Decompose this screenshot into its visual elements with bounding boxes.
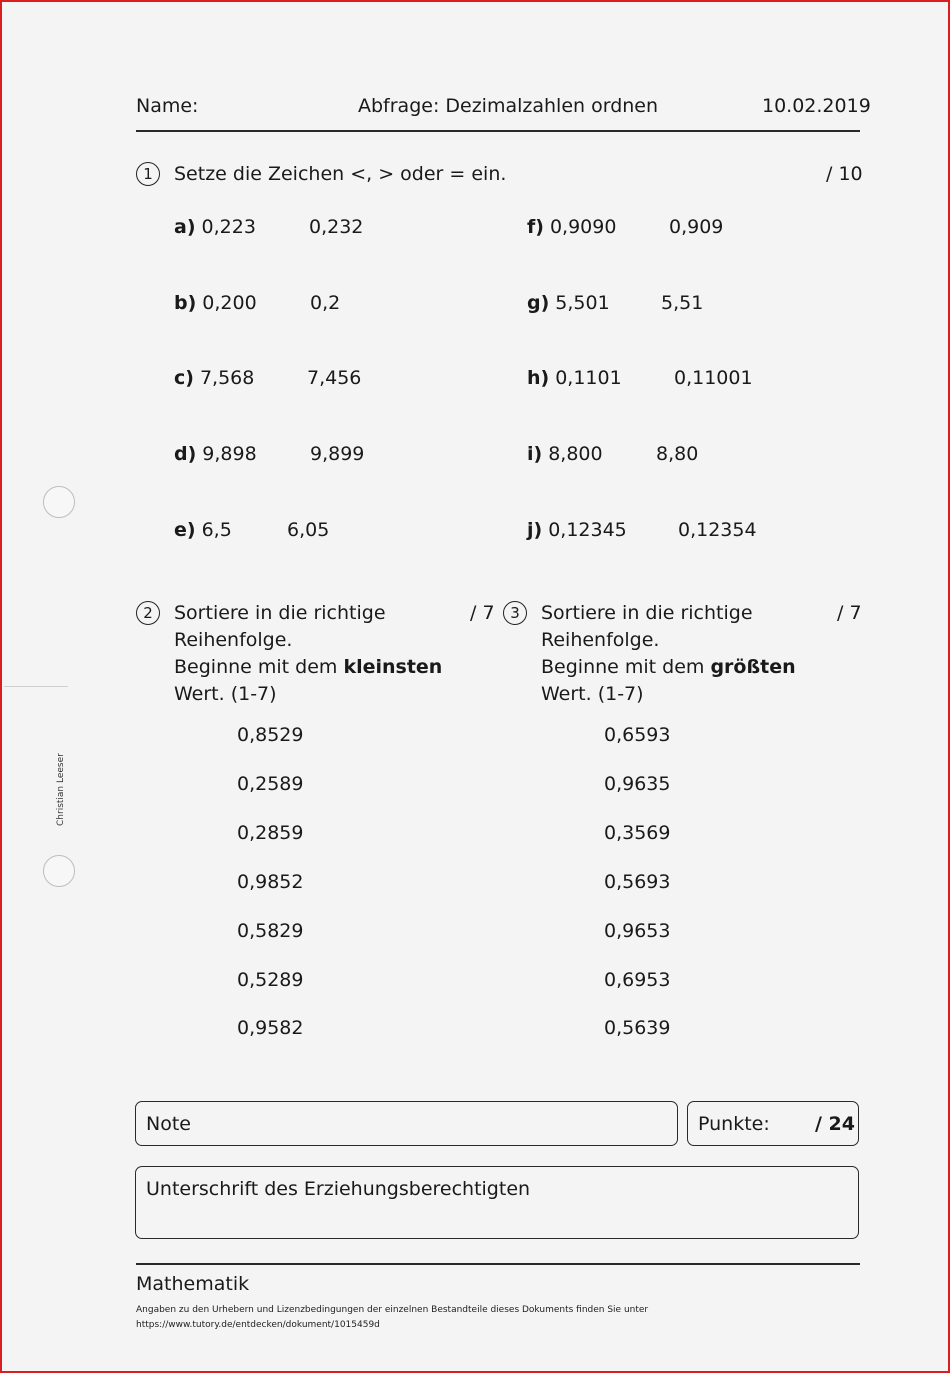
task-3-value: 0,6953: [604, 968, 671, 991]
task-2-value: 0,2589: [237, 772, 304, 795]
task-2-keyword: kleinsten: [343, 656, 443, 678]
item-letter: b): [174, 292, 197, 314]
header-rule: [136, 130, 860, 132]
item-value-b: 0,2: [310, 292, 341, 314]
footer-rule: [136, 1263, 860, 1265]
points-label: Punkte:: [698, 1113, 770, 1135]
task-1-item-left-1: [174, 292, 257, 314]
item-letter: g): [527, 292, 550, 314]
task-2-value: 0,5289: [237, 968, 304, 991]
punch-hole-top: [43, 486, 75, 518]
item-value-b: 9,899: [310, 443, 365, 465]
task-1-item-right-0: [527, 216, 616, 238]
task-1-item-left-2: [174, 367, 254, 389]
task-2-value: 0,5829: [237, 919, 304, 942]
item-value-b: 0,909: [669, 216, 724, 238]
task-2-line-4: Wert. (1-7): [174, 683, 277, 705]
task-1-number: 1: [136, 162, 160, 186]
task-3-value: 0,9653: [604, 919, 671, 942]
task-2-line-3: Beginne mit dem kleinsten: [174, 656, 443, 678]
item-letter: a): [174, 216, 196, 238]
name-label: Name:: [136, 95, 199, 117]
item-value-b: 8,80: [656, 443, 699, 465]
item-value-b: 5,51: [661, 292, 704, 314]
note-label: Note: [146, 1113, 191, 1135]
item-letter: i): [527, 443, 543, 465]
item-letter: d): [174, 443, 197, 465]
task-3-number: 3: [503, 601, 527, 625]
page-title: Abfrage: Dezimalzahlen ordnen: [358, 95, 659, 117]
task-2-value: 0,9852: [237, 870, 304, 893]
task-3-keyword: größten: [710, 656, 796, 678]
item-value-b: 7,456: [307, 367, 362, 389]
item-value-b: 0,232: [309, 216, 364, 238]
item-value-a: 7,568: [199, 367, 255, 389]
task-2-points: / 7: [470, 602, 495, 624]
task-1-item-right-4: [527, 519, 627, 541]
item-value-b: 0,12354: [678, 519, 757, 541]
task-3-value: 0,5693: [604, 870, 671, 893]
task-1-item-left-0: [174, 216, 256, 238]
task-1-item-right-2: [527, 367, 622, 389]
task-3-value: 0,3569: [604, 821, 671, 844]
item-value-a: 0,200: [202, 292, 257, 314]
item-letter: h): [527, 367, 550, 389]
item-letter: c): [174, 367, 194, 389]
license-link[interactable]: https://www.tutory.de/entdecken/dokument/1015459d: [136, 1320, 380, 1330]
date: 10.02.2019: [762, 95, 871, 117]
task-3-line-1: Sortiere in die richtige: [541, 602, 753, 624]
item-value-b: 6,05: [287, 519, 330, 541]
item-value-a: 8,800: [548, 443, 603, 465]
task-1-item-left-4: [174, 519, 232, 541]
fold-mark: [4, 686, 68, 687]
item-value-a: 9,898: [202, 443, 257, 465]
task-3-value: 0,9635: [604, 772, 671, 795]
signature-label: Unterschrift des Erziehungsberechtigten: [146, 1178, 531, 1200]
item-letter: e): [174, 519, 196, 541]
note-field[interactable]: [135, 1101, 678, 1146]
license-text: Angaben zu den Urhebern und Lizenzbedingungen der einzelnen Bestandteile dieses Dokuments finden Sie unter: [136, 1305, 649, 1315]
item-value-a: 0,223: [201, 216, 256, 238]
task-2-line-1: Sortiere in die richtige: [174, 602, 386, 624]
task-1-item-left-3: [174, 443, 257, 465]
item-letter: f): [527, 216, 544, 238]
task-3-line-4: Wert. (1-7): [541, 683, 644, 705]
item-value-a: 0,9090: [549, 216, 617, 238]
item-value-b: 0,11001: [674, 367, 753, 389]
points-field[interactable]: [687, 1101, 859, 1146]
points-total: / 24: [815, 1113, 855, 1135]
task-1-item-right-1: [527, 292, 610, 314]
task-3-line-3: Beginne mit dem größten: [541, 656, 796, 678]
signature-field[interactable]: [135, 1166, 859, 1239]
task-2-value: 0,9582: [237, 1017, 304, 1040]
punch-hole-bottom: [43, 855, 75, 887]
item-value-a: 0,12345: [548, 519, 627, 541]
task-2-value: 0,8529: [237, 724, 304, 746]
task-3-value: 0,5639: [604, 1017, 671, 1040]
item-value-a: 5,501: [555, 292, 610, 314]
item-value-a: 6,5: [201, 519, 232, 541]
task-3-value: 0,6593: [604, 724, 671, 746]
task-2-value: 0,2859: [237, 821, 304, 844]
task-1-points: / 10: [826, 163, 863, 185]
task-2-number: 2: [136, 601, 160, 625]
task-3-points: / 7: [837, 602, 862, 624]
task-1-item-right-3: [527, 443, 603, 465]
task-3-line-2: Reihenfolge.: [541, 629, 660, 651]
subject-label: Mathematik: [136, 1273, 250, 1295]
author-name: Christian Leeser: [56, 753, 66, 826]
item-value-a: 0,1101: [555, 367, 622, 389]
item-letter: j): [527, 519, 543, 541]
task-2-line-2: Reihenfolge.: [174, 629, 293, 651]
task-1-instruction: Setze die Zeichen <, > oder = ein.: [174, 163, 507, 185]
